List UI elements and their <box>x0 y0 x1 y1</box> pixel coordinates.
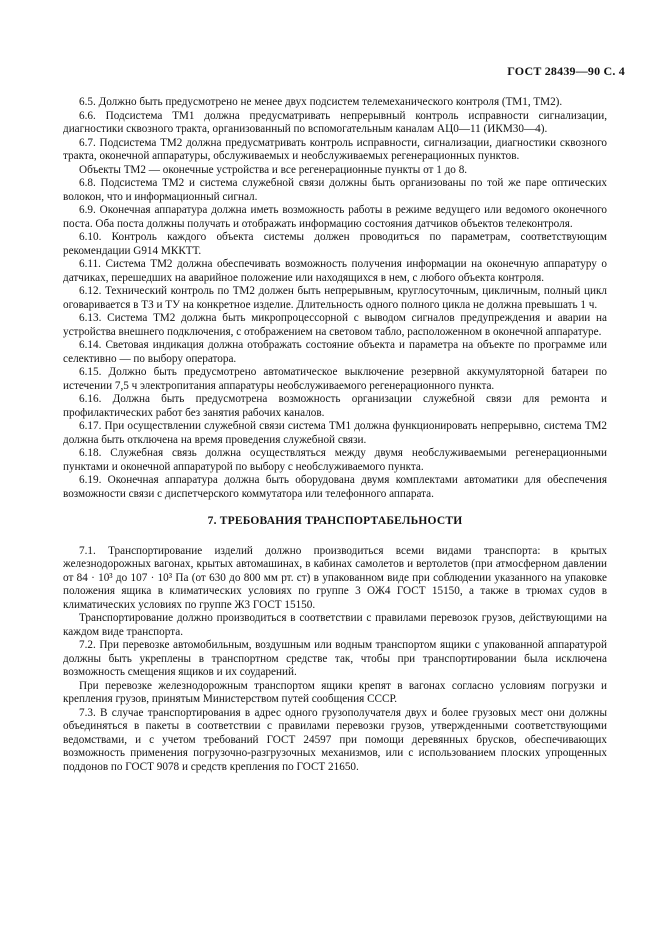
paragraph-6-12: 6.12. Технический контроль по ТМ2 должен быть непрерывным, круглосуточным, цикличным, полный цикл оговаривается в ТЗ и ТУ на конкретное изделие. Длительность одного полного цикла не должна превышать 1 ч. <box>63 285 607 311</box>
paragraph-transport-rules: Транспортирование должно производиться в соответствии с правилами перевозок грузов, действующими на каждом виде транспорта. <box>63 612 607 638</box>
paragraph-6-15: 6.15. Должно быть предусмотрено автоматическое выключение резервной аккумуляторной батареи по истечении 7,5 ч электропитания аппаратуры необслуживаемого регенерационного пункта. <box>63 366 607 392</box>
paragraph-6-5: 6.5. Должно быть предусмотрено не менее двух подсистем телемеханического контроля (ТМ1, ТМ2). <box>79 96 563 108</box>
paragraph-7-2: 7.2. При перевозке автомобильным, воздушным или водным транспортом ящики с упакованной аппаратурой должны быть укреплены в транспортном средстве так, чтобы при транспортировании была исключена возможность смещения ящиков и их соударений. <box>63 639 607 678</box>
paragraph-6-6: 6.6. Подсистема ТМ1 должна предусматривать непрерывный контроль исправности сигнализации, диагностики сквозного тракта, организованный по вспомогательным каналам АЦ0—11 (ИКМ30—4). <box>63 109 607 135</box>
paragraph-6-17: 6.17. При осуществлении служебной связи система ТМ1 должна функционировать непрерывно, система ТМ2 должна быть отключена на время проведения служебной связи. <box>63 420 607 446</box>
paragraph-6-18: 6.18. Служебная связь должна осуществляться между двумя необслуживаемыми регенерационными пунктами и оконечной аппаратурой по выбору с необслуживаемого пункта. <box>63 447 607 473</box>
paragraph-6-14: 6.14. Световая индикация должна отображать состояние объекта и параметра на объекте по программе или селективно — по выбору оператора. <box>63 339 607 365</box>
paragraph-6-11: 6.11. Система ТМ2 должна обеспечивать возможность получения информации на оконечную аппаратуру о датчиках, перешедших на аварийное положение или находящихся в нем, с любого объекта контроля. <box>63 258 607 284</box>
paragraph-6-10: 6.10. Контроль каждого объекта системы должен проводиться по параметрам, соответствующим рекомендации G914 МККТТ. <box>63 231 607 257</box>
paragraph-6-16: 6.16. Должна быть предусмотрена возможность организации служебной связи для ремонта и профилактических работ без занятия рабочих каналов. <box>63 393 607 419</box>
paragraph-6-7: 6.7. Подсистема ТМ2 должна предусматривать контроль исправности, сигнализации, диагностики сквозного тракта, оконечной аппаратуры, обслуживаемых и необслуживаемых регенерационных пунктов. <box>63 136 607 162</box>
page-header: ГОСТ 28439—90 С. 4 <box>507 64 625 78</box>
paragraph-6-13: 6.13. Система ТМ2 должна быть микропроцессорной с выводом сигналов предупреждения и аварии на устройства внешнего подключения, с отображением на световом табло, расположенном в оконечной аппаратуре. <box>63 312 607 338</box>
paragraph-7-1: 7.1. Транспортирование изделий должно производиться всеми видами транспорта: в крытых железнодорожных вагонах, крытых автомашинах, в кабинах самолетов и вертолетов (при атмосферном давлении от 84 · 10³ до 107 · 10³ Па (от 630 до 800 мм рт. ст) в упакованном виде при соблюдении указанного на упаковке положения ящика в климатических условиях по группе 3 ОЖ4 ГОСТ 15150, а также в трюмах судов в климатических условиях по группе Ж3 ГОСТ 15150. <box>63 544 607 611</box>
document-body <box>63 96 607 774</box>
section-title: 7. ТРЕБОВАНИЯ ТРАНСПОРТАБЕЛЬНОСТИ <box>207 515 463 527</box>
paragraph-rail-transport: При перевозке железнодорожным транспортом ящики крепят в вагонах согласно условиям погрузки и крепления грузов, принятым Министерством путей сообщения СССР. <box>63 679 607 705</box>
paragraph-6-19: 6.19. Оконечная аппаратура должна быть оборудована двумя комплектами автоматики для обеспечения возможности связи с диспетчерского коммутатора или телефонного аппарата. <box>63 474 607 500</box>
paragraph-6-8: 6.8. Подсистема ТМ2 и система служебной связи должны быть организованы по той же паре оптических волокон, что и информационный сигнал. <box>63 177 607 203</box>
paragraph-7-3: 7.3. В случае транспортирования в адрес одного грузополучателя двух и более грузовых мест они должны объединяться в пакеты в соответствии с правилами перевозки грузов, утвержденными соответствующими ведомствами, и с учетом требований ГОСТ 24597 при помощи деревянных брусков, обеспечивающих возможность применения погрузочно-разгрузочных механизмов, или с использованием плоских упрощенных поддонов по ГОСТ 9078 и средств крепления по ГОСТ 21650. <box>63 706 607 773</box>
paragraph-tm2-objects: Объекты ТМ2 — оконечные устройства и все регенерационные пункты от 1 до 8. <box>79 163 468 176</box>
paragraph-6-9: 6.9. Оконечная аппаратура должна иметь возможность работы в режиме ведущего или ведомого оконечного поста. Оба поста должны получать и отображать информацию состояния датчиков объектов телеконтроля. <box>63 204 607 230</box>
